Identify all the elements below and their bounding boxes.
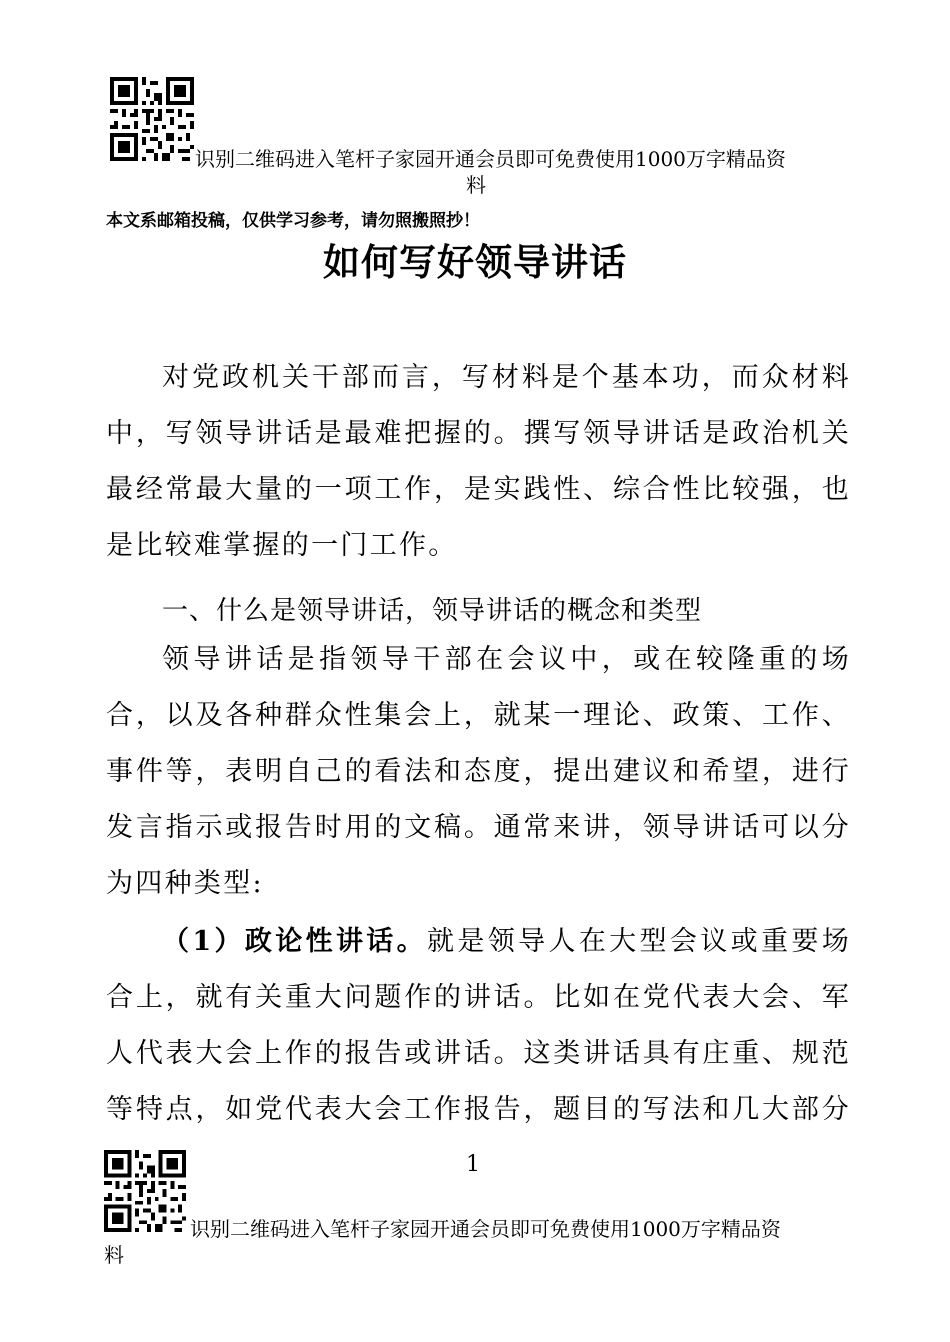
page-number: 1 [466,1152,480,1177]
promo-text-top-continued: 料 [466,173,486,197]
type-1-label: （1）政论性讲话。 [162,926,428,957]
paragraph-definition: 领导讲话是指领导干部在会议中，或在较隆重的场合，以及各种群众性集会上，就某一理论、政策、工作、事件等，表明自己的看法和态度，提出建议和希望，进行发言指示或报告时用的文稿。通常来讲，领导讲话可以分为四种类型: [106,644,851,899]
promo-text-bottom-continued: 料 [104,1243,124,1267]
submission-notice: 本文系邮箱投稿，仅供学习参考，请勿照搬照抄！ [106,211,480,231]
paragraph-intro: 对党政机关干部而言，写材料是个基本功，而众材料中，写领导讲话是最难把握的。撰写领导讲话是政治机关最经常最大量的一项工作，是实践性、综合性比较强，也是比较难掌握的一门工作。 [106,362,851,561]
section-heading-1: 一、什么是领导讲话，领导讲话的概念和类型 [162,596,703,626]
promo-text-bottom: 识别二维码进入笔杆子家园开通会员即可免费使用1000万字精品资 [190,1217,781,1241]
qr-code-bottom [104,1150,186,1232]
promo-text-top: 识别二维码进入笔杆子家园开通会员即可免费使用1000万字精品资 [195,147,786,171]
qr-code-top [110,77,194,161]
document-title: 如何写好领导讲话 [323,240,627,284]
type-1-description: 就是领导人在大型会议或重要场合上，就有关重大问题作的讲话。比如在党代表大会、军人代表大会上作的报告或讲话。这类讲话具有庄重、规范等特点，如党代表大会工作报告，题目的写法和几大部分 [106,926,851,1125]
